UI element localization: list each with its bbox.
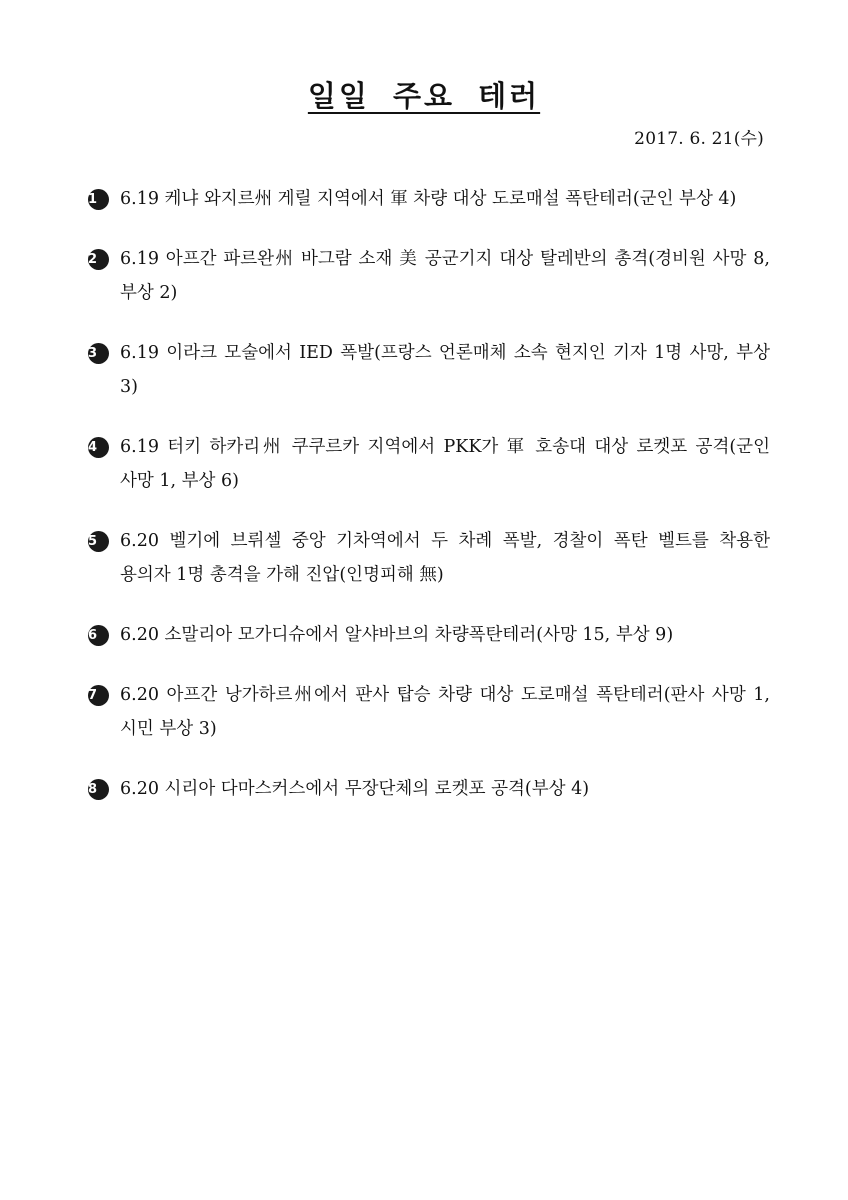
incident-text: 6.20 시리아 다마스커스에서 무장단체의 로켓포 공격(부상 4)	[120, 779, 590, 799]
incident-item-6	[88, 618, 770, 652]
document-title-text: 일일 주요 테러	[307, 79, 541, 113]
incident-item-2	[88, 242, 770, 310]
incident-text: 6.19 아프간 파르완州 바그람 소재 美 공군기지 대상 탈레반의 총격(경비원 사망 8, 부상 2)	[120, 249, 770, 303]
number-1-marker: 1	[88, 189, 109, 210]
incident-text: 6.20 벨기에 브뤼셀 중앙 기차역에서 두 차례 폭발, 경찰이 폭탄 벨트를 착용한 용의자 1명 총격을 가해 진압(인명피해 無)	[120, 531, 770, 585]
document-title	[0, 74, 848, 115]
incident-text: 6.19 이라크 모술에서 IED 폭발(프랑스 언론매체 소속 현지인 기자 1명 사망, 부상 3)	[120, 343, 770, 397]
number-5-marker: 5	[88, 531, 109, 552]
incident-list	[88, 182, 770, 806]
number-3-marker: 3	[88, 343, 109, 364]
incident-text: 6.19 케냐 와지르州 게릴 지역에서 軍 차량 대상 도로매설 폭탄테러(군인 부상 4)	[120, 189, 737, 209]
incident-item-8	[88, 772, 770, 806]
number-4-marker: 4	[88, 437, 109, 458]
report-date: 2017. 6. 21(수)	[634, 129, 764, 149]
incident-item-7	[88, 678, 770, 746]
incident-text: 6.19 터키 하카리州 쿠쿠르카 지역에서 PKK가 軍 호송대 대상 로켓포 공격(군인 사망 1, 부상 6)	[120, 437, 770, 491]
incident-item-5	[88, 524, 770, 592]
incident-text: 6.20 소말리아 모가디슈에서 알샤바브의 차량폭탄테러(사망 15, 부상 9)	[120, 625, 674, 645]
incident-item-1	[88, 182, 770, 216]
incident-item-4	[88, 430, 770, 498]
number-2-marker: 2	[88, 249, 109, 270]
number-7-marker: 7	[88, 685, 109, 706]
number-8-marker: 8	[88, 779, 109, 800]
number-6-marker: 6	[88, 625, 109, 646]
incident-item-3	[88, 336, 770, 404]
incident-text: 6.20 아프간 낭가하르州에서 판사 탑승 차량 대상 도로매설 폭탄테러(판사 사망 1, 시민 부상 3)	[120, 685, 770, 739]
